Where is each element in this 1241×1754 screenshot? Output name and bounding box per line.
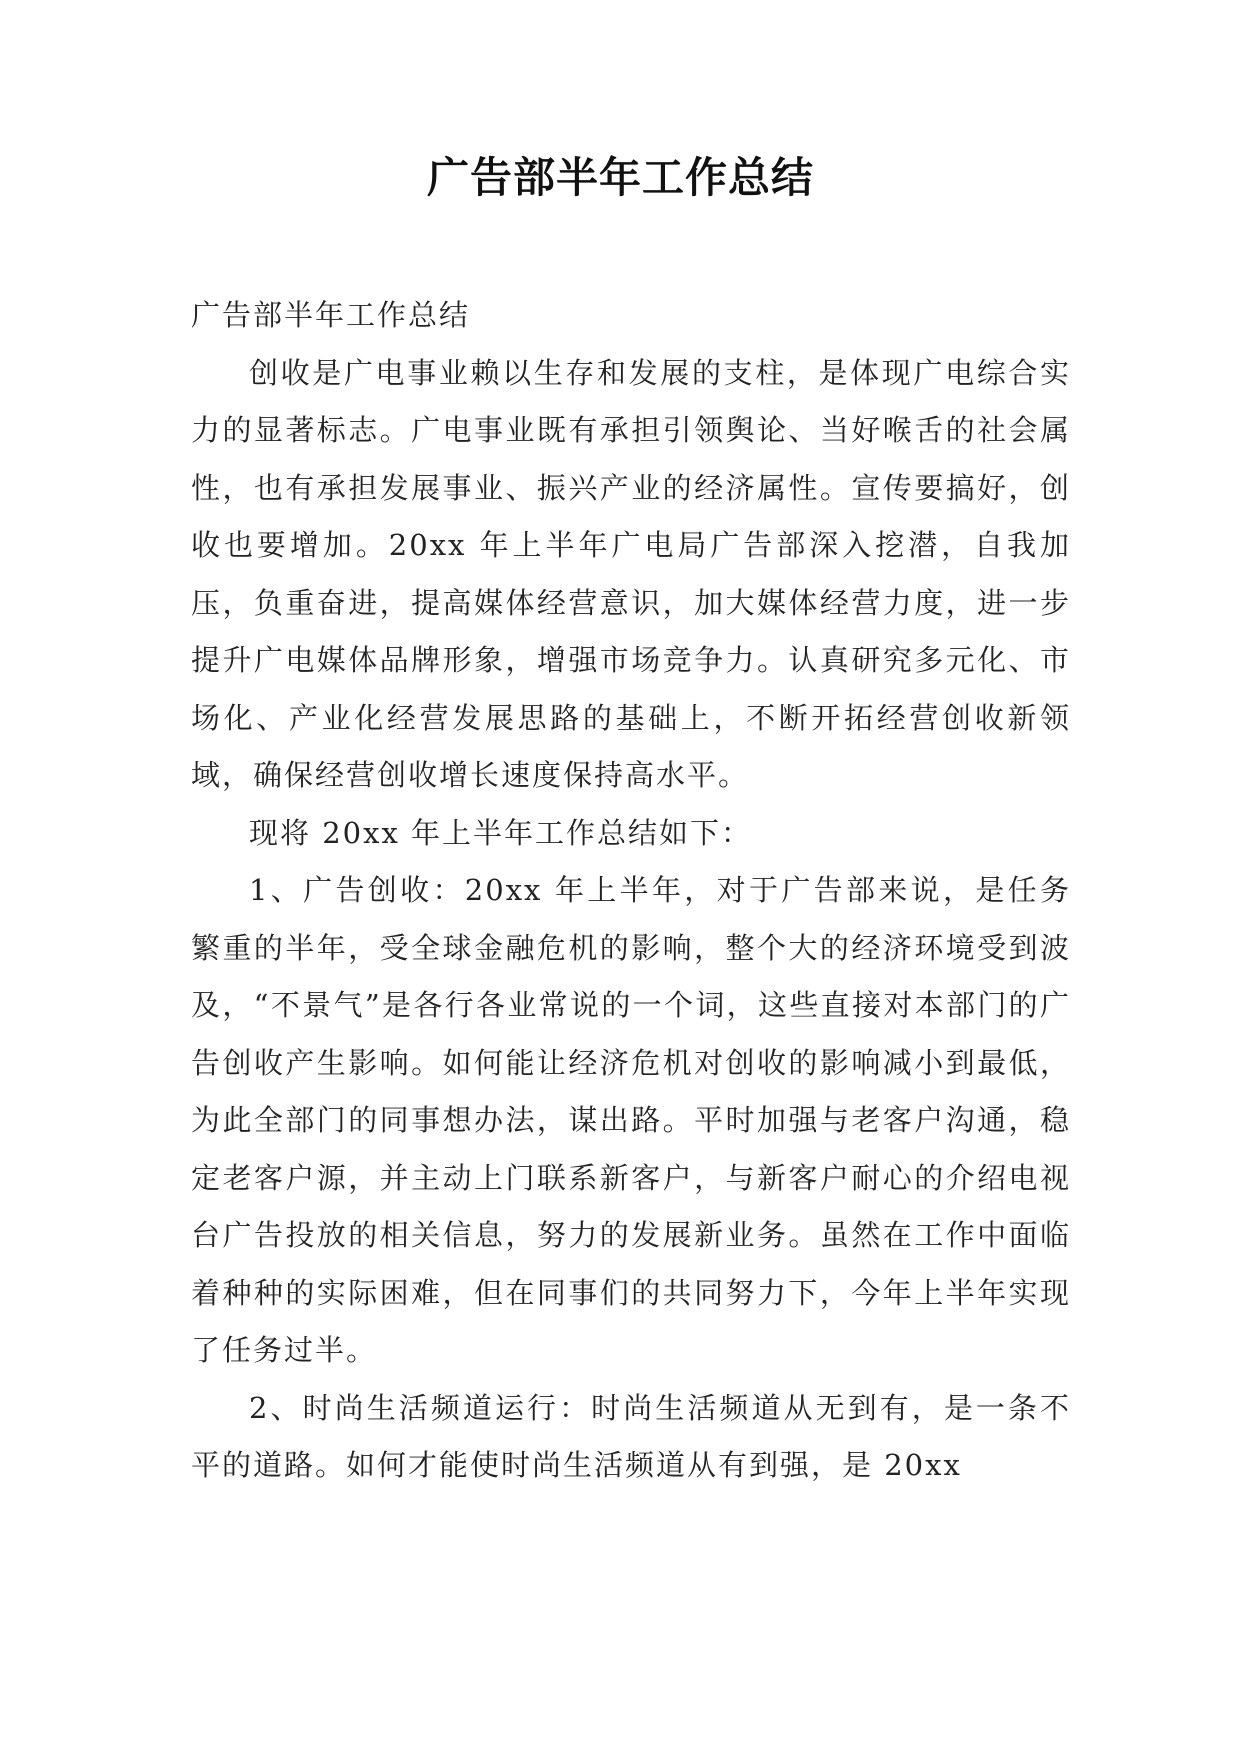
document-title: 广告部半年工作总结	[426, 153, 814, 202]
paragraph-intro: 创收是广电事业赖以生存和发展的支柱，是体现广电综合实力的显著标志。广电事业既有承担引领舆论、当好喉舌的社会属性，也有承担发展事业、振兴产业的经济属性。宣传要搞好，创收也要增加。20xx 年上半年广电局广告部深入挖潜，自我加压，负重奋进，提高媒体经营意识，加大媒体经营力度，进一步提升广电媒体品牌形象，增强市场竞争力。认真研究多元化、市场化、产业化经营发展思路的基础上，不断开拓经营创收新领域，确保经营创收增长速度保持高水平。	[191, 355, 1071, 792]
paragraph-summary-lead: 现将 20xx 年上半年工作总结如下：	[249, 815, 753, 850]
document-subtitle: 广告部半年工作总结	[191, 298, 471, 332]
document-body	[191, 287, 1071, 1495]
paragraph-ad-revenue: 1、广告创收：20xx 年上半年，对于广告部来说，是任务繁重的半年，受全球金融危机的影响，整个大的经济环境受到波及，“不景气”是各行各业常说的一个词，这些直接对本部门的广告创收产生影响。如何能让经济危机对创收的影响减小到最低，为此全部门的同事想办法，谋出路。平时加强与老客户沟通，稳定老客户源，并主动上门联系新客户，与新客户耐心的介绍电视台广告投放的相关信息，努力的发展新业务。虽然在工作中面临着种种的实际困难，但在同事们的共同努力下，今年上半年实现了任务过半。	[191, 873, 1071, 1367]
paragraph-lifestyle-channel: 2、时尚生活频道运行：时尚生活频道从无到有，是一条不平的道路。如何才能使时尚生活频道从有到强，是 20xx	[191, 1390, 1071, 1482]
